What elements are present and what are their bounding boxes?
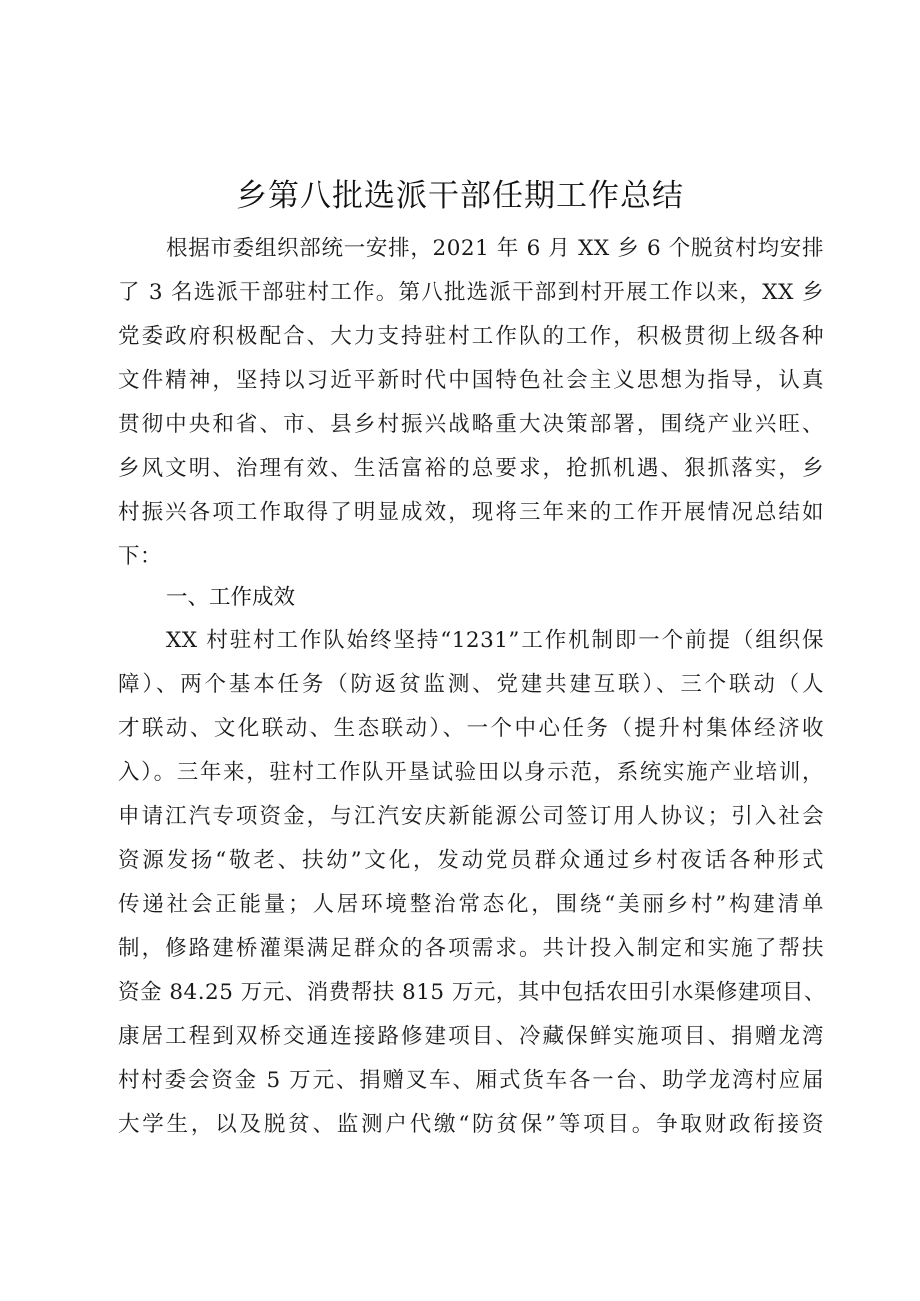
text-line: 了 3 名选派干部驻村工作。第八批选派干部到村开展工作以来，XX 乡 (118, 280, 824, 305)
text-line: 大学生，以及脱贫、监测户代缴“防贫保”等项目。争取财政衔接资 (118, 1112, 824, 1137)
text-line: 康居工程到双桥交通连接路修建项目、冷藏保鲜实施项目、捐赠龙湾 (118, 1024, 824, 1049)
text-line: 申请江汽专项资金，与江汽安庆新能源公司签订用人协议；引入社会 (118, 804, 824, 829)
text-line: 下： (118, 544, 163, 569)
text-line: 村振兴各项工作取得了明显成效，现将三年来的工作开展情况总结如 (118, 500, 824, 525)
text-line: 障）、两个基本任务（防返贫监测、党建共建互联）、三个联动（人 (118, 672, 824, 697)
text-line: XX 村驻村工作队始终坚持“1231”工作机制即一个前提（组织保 (166, 628, 824, 653)
text-line: 根据市委组织部统一安排，2021 年 6 月 XX 乡 6 个脱贫村均安排 (166, 236, 824, 261)
text-line: 资金 84.25 万元、消费帮扶 815 万元，其中包括农田引水渠修建项目、 (118, 980, 826, 1005)
text-line: 才联动、文化联动、生态联动）、一个中心任务（提升村集体经济收 (118, 716, 824, 741)
text-line: 村村委会资金 5 万元、捐赠叉车、厢式货车各一台、助学龙湾村应届 (118, 1068, 824, 1093)
text-line: 入）。三年来，驻村工作队开垦试验田以身示范，系统实施产业培训， (118, 760, 824, 785)
text-line: 资源发扬“敬老、扶幼”文化，发动党员群众通过乡村夜话各种形式 (118, 848, 824, 873)
text-line: 文件精神，坚持以习近平新时代中国特色社会主义思想为指导，认真 (118, 368, 824, 393)
section-heading: 一、工作成效 (166, 585, 296, 610)
document-title: 乡第八批选派干部任期工作总结 (236, 178, 684, 214)
text-line: 党委政府积极配合、大力支持驻村工作队的工作，积极贯彻上级各种 (118, 324, 824, 349)
text-line: 贯彻中央和省、市、县乡村振兴战略重大决策部署，围绕产业兴旺、 (118, 412, 824, 437)
text-line: 传递社会正能量；人居环境整治常态化，围绕“美丽乡村”构建清单 (118, 892, 824, 917)
text-line: 制，修路建桥灌渠满足群众的各项需求。共计投入制定和实施了帮扶 (118, 936, 824, 961)
text-line: 乡风文明、治理有效、生活富裕的总要求，抢抓机遇、狠抓落实，乡 (118, 456, 824, 481)
